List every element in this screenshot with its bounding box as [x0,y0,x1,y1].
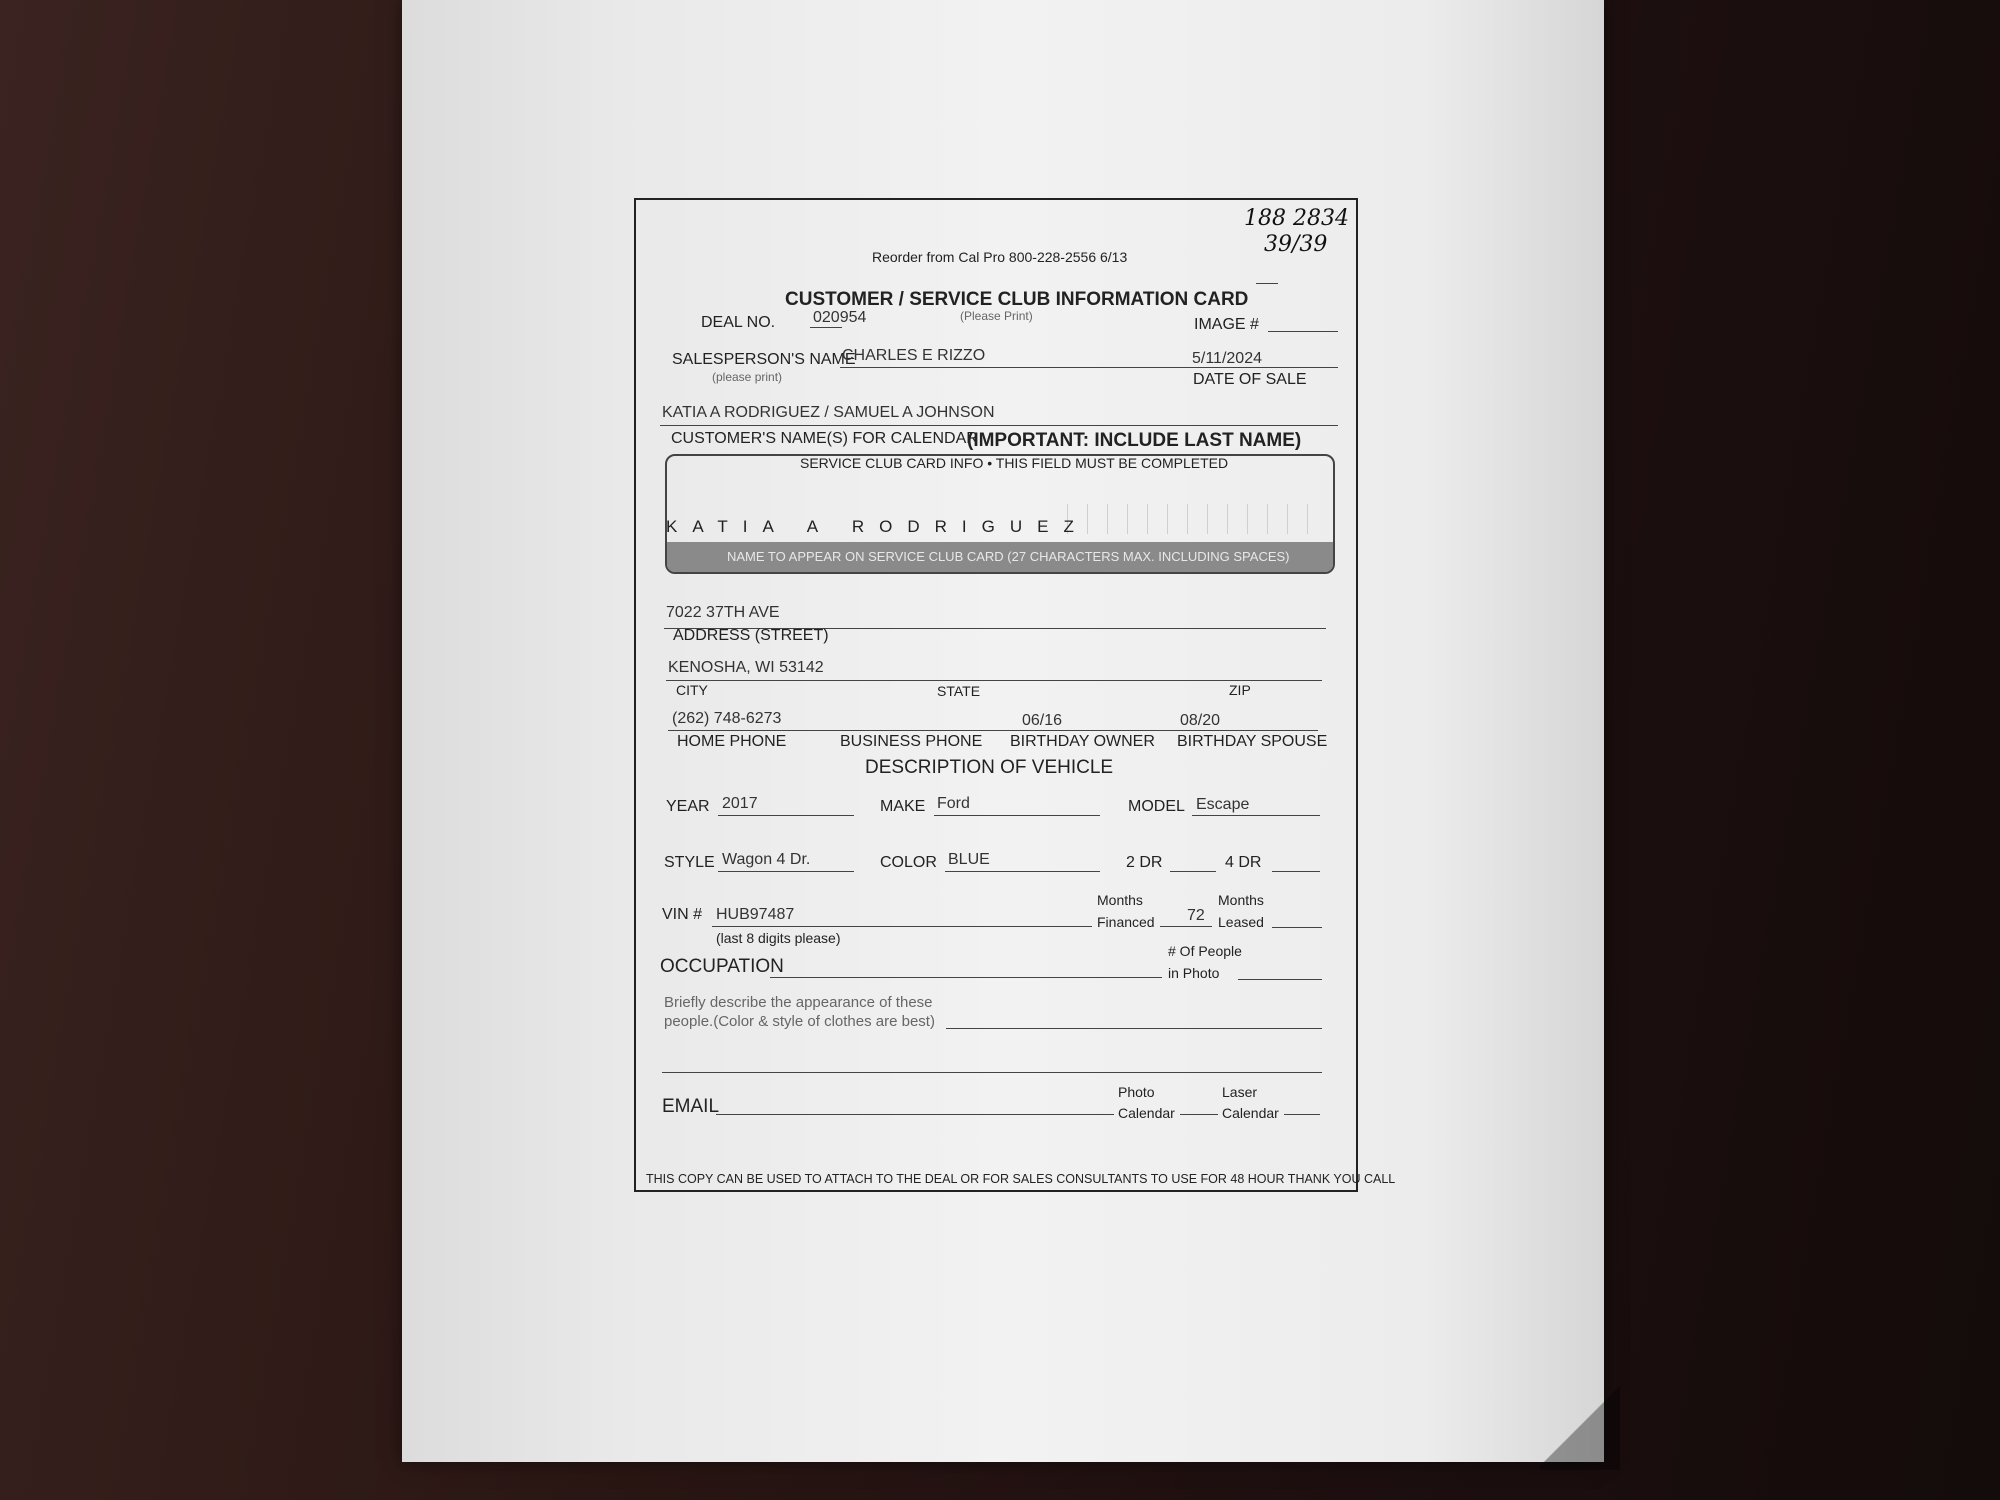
people-in-photo-label-top: # Of People [1168,943,1242,959]
vin-label: VIN # [662,906,703,923]
model-label: MODEL [1128,798,1185,815]
address-value: 7022 37TH AVE [666,604,780,621]
vehicle-heading: DESCRIPTION OF VEHICLE [865,757,1114,778]
salesperson-sublabel: (please print) [712,370,783,384]
months-leased-label: Leased [1218,914,1264,930]
service-club-card-box [665,454,1335,574]
make-label: MAKE [880,798,926,815]
four-door-label: 4 DR [1225,854,1262,871]
handwritten-fraction: 39/39 [1264,232,1328,257]
card-band-text: NAME TO APPEAR ON SERVICE CLUB CARD (27 CHARACTERS MAX. INCLUDING SPACES) [727,549,1290,564]
people-in-photo-label: in Photo [1168,965,1220,981]
photo-calendar-label-top: Photo [1118,1084,1155,1100]
people-in-photo-line [1238,979,1322,980]
birthday-spouse-label: BIRTHDAY SPOUSE [1177,733,1328,750]
deal-no-label: DEAL NO. [701,314,776,331]
photo-calendar-line [1180,1114,1218,1115]
deal-no-value: 020954 [813,309,867,326]
paper-corner-shadow [1540,1380,1620,1470]
image-no-line [1268,331,1338,332]
city-state-zip-value: KENOSHA, WI 53142 [668,659,824,676]
please-print-note: (Please Print) [960,309,1033,323]
form-footer: THIS COPY CAN BE USED TO ATTACH TO THE DEAL OR FOR SALES CONSULTANTS TO USE FOR 48 HOUR THANK YOU CALL [646,1172,1396,1186]
four-door-line [1272,871,1320,872]
city-label: CITY [676,682,708,698]
address-label: ADDRESS (STREET) [673,627,829,644]
date-of-sale-value: 5/11/2024 [1192,350,1262,367]
salesperson-value: CHARLES E RIZZO [842,347,986,364]
describe-line-2: people.(Color & style of clothes are best) [664,1013,935,1030]
laser-calendar-label-top: Laser [1222,1084,1258,1100]
vin-note: (last 8 digits please) [716,930,841,946]
customer-names-label: CUSTOMER'S NAME(S) FOR CALENDAR [671,430,978,447]
make-value: Ford [937,795,970,812]
business-phone-label: BUSINESS PHONE [840,733,983,750]
home-phone-label: HOME PHONE [677,733,787,750]
handwritten-number: 188 2834 [1244,206,1349,231]
two-door-line [1170,871,1216,872]
two-door-label: 2 DR [1126,854,1163,871]
describe-line-1: Briefly describe the appearance of these [664,994,933,1011]
vin-value: HUB97487 [716,906,795,923]
state-label: STATE [937,683,981,699]
email-label: EMAIL [662,1096,720,1117]
reorder-note: Reorder from Cal Pro 800-228-2556 6/13 [872,249,1128,265]
months-financed-label-top: Months [1097,892,1143,908]
birthday-owner-label: BIRTHDAY OWNER [1010,733,1155,750]
describe-line-fill [946,1028,1322,1029]
salesperson-label: SALESPERSON'S NAME [672,351,856,368]
style-label: STYLE [664,854,715,871]
occupation-line [770,977,1162,978]
image-no-label: IMAGE # [1194,316,1259,333]
year-label: YEAR [666,798,710,815]
customer-names-value: KATIA A RODRIGUEZ / SAMUEL A JOHNSON [662,404,995,421]
occupation-label: OCCUPATION [660,956,784,977]
service-card-heading: SERVICE CLUB CARD INFO • THIS FIELD MUST BE COMPLETED [800,455,1229,471]
months-leased-line [1272,927,1322,928]
months-leased-label-top: Months [1218,892,1264,908]
photo-calendar-label: Calendar [1118,1105,1175,1121]
model-value: Escape [1196,796,1250,813]
home-phone-value: (262) 748-6273 [672,710,782,727]
email-line [716,1114,1114,1115]
birthday-owner-value: 06/16 [1022,712,1063,729]
important-note: (IMPORTANT: INCLUDE LAST NAME) [967,430,1302,451]
service-card-name: KATIA A RODRIGUEZ [666,517,1089,536]
months-financed-label: Financed [1097,914,1155,930]
color-value: BLUE [948,851,990,868]
zip-label: ZIP [1229,682,1251,698]
birthday-spouse-value: 08/20 [1180,712,1221,729]
color-label: COLOR [880,854,937,871]
months-financed-value: 72 [1187,907,1205,924]
laser-calendar-label: Calendar [1222,1105,1279,1121]
describe-extra-line [662,1072,1322,1073]
year-value: 2017 [722,795,758,812]
style-value: Wagon 4 Dr. [722,851,811,868]
card-name-band [667,542,1333,572]
date-of-sale-label: DATE OF SALE [1193,371,1307,388]
laser-calendar-line [1284,1114,1320,1115]
form-title: CUSTOMER / SERVICE CLUB INFORMATION CARD [785,289,1249,310]
